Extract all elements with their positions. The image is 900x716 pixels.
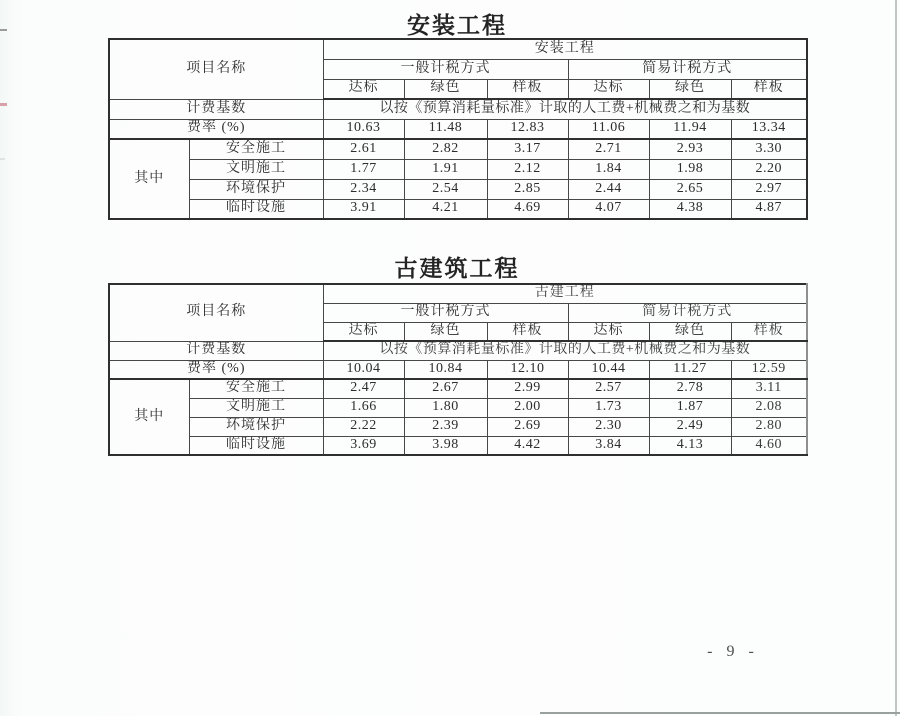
rate-value: 10.44 (568, 360, 649, 379)
detail-value: 1.80 (404, 398, 487, 417)
rate-value: 12.10 (487, 360, 568, 379)
detail-value: 3.17 (487, 139, 568, 159)
detail-value: 3.11 (731, 379, 807, 398)
detail-value: 2.67 (404, 379, 487, 398)
detail-value: 4.42 (487, 436, 568, 455)
detail-group-label: 其中 (109, 379, 189, 455)
scan-registration-mark (0, 103, 7, 106)
rate-value: 11.48 (404, 119, 487, 139)
detail-value: 2.78 (649, 379, 731, 398)
rate-value: 11.06 (568, 119, 649, 139)
detail-value: 4.69 (487, 199, 568, 219)
method-header-simple: 简易计税方式 (568, 59, 807, 79)
scan-edge-line-right (895, 0, 897, 716)
base-label: 计费基数 (109, 341, 323, 360)
detail-value: 2.57 (568, 379, 649, 398)
group-header: 古建工程 (323, 284, 807, 303)
detail-value: 2.34 (323, 179, 404, 199)
detail-row-label: 安全施工 (189, 379, 323, 398)
fee-table-ancient-building (108, 283, 808, 456)
table-title-installation: 安装工程 (407, 13, 507, 38)
detail-value: 1.77 (323, 159, 404, 179)
detail-value: 2.93 (649, 139, 731, 159)
detail-row-label: 临时设施 (189, 436, 323, 455)
detail-value: 1.91 (404, 159, 487, 179)
project-name-header: 项目名称 (109, 284, 323, 341)
detail-value: 2.30 (568, 417, 649, 436)
grade-header: 绿色 (649, 79, 731, 99)
detail-value: 2.39 (404, 417, 487, 436)
method-header-simple: 简易计税方式 (568, 303, 807, 322)
grade-header: 达标 (568, 322, 649, 341)
group-header: 安装工程 (323, 39, 807, 59)
detail-value: 2.08 (731, 398, 807, 417)
grade-header: 绿色 (649, 322, 731, 341)
detail-value: 2.65 (649, 179, 731, 199)
scan-registration-mark (0, 158, 5, 160)
detail-row-label: 临时设施 (189, 199, 323, 219)
detail-group-label: 其中 (109, 139, 189, 219)
rate-value: 10.63 (323, 119, 404, 139)
grade-header: 样板 (487, 79, 568, 99)
method-header-general: 一般计税方式 (323, 303, 568, 322)
detail-value: 1.73 (568, 398, 649, 417)
table-row (109, 284, 807, 303)
detail-value: 1.66 (323, 398, 404, 417)
grade-header: 达标 (323, 322, 404, 341)
detail-value: 2.22 (323, 417, 404, 436)
rate-value: 12.59 (731, 360, 807, 379)
table-row (109, 179, 807, 199)
rate-label: 费率 (%) (109, 119, 323, 139)
fee-table-installation (108, 38, 808, 220)
rate-label: 费率 (%) (109, 360, 323, 379)
rate-value: 10.84 (404, 360, 487, 379)
detail-value: 2.82 (404, 139, 487, 159)
table-row (109, 139, 807, 159)
detail-value: 2.49 (649, 417, 731, 436)
detail-value: 2.71 (568, 139, 649, 159)
detail-value: 3.69 (323, 436, 404, 455)
detail-value: 2.47 (323, 379, 404, 398)
table-row (109, 360, 807, 379)
grade-header: 达标 (323, 79, 404, 99)
table-row (109, 99, 807, 119)
base-label: 计费基数 (109, 99, 323, 119)
detail-value: 3.98 (404, 436, 487, 455)
base-text: 以按《预算消耗量标准》计取的人工费+机械费之和为基数 (323, 99, 807, 119)
detail-value: 2.69 (487, 417, 568, 436)
detail-value: 2.85 (487, 179, 568, 199)
rate-value: 13.34 (731, 119, 807, 139)
detail-value: 1.84 (568, 159, 649, 179)
grade-header: 达标 (568, 79, 649, 99)
table-row (109, 398, 807, 417)
detail-value: 2.99 (487, 379, 568, 398)
page-number: - 9 - (707, 643, 759, 660)
table-row (109, 39, 807, 59)
grade-header: 样板 (731, 322, 807, 341)
detail-value: 2.20 (731, 159, 807, 179)
detail-value: 2.00 (487, 398, 568, 417)
grade-header: 绿色 (404, 79, 487, 99)
table-title-ancient-building: 古建筑工程 (394, 256, 520, 281)
scan-edge-line-bottom (540, 712, 900, 714)
table-row (109, 341, 807, 360)
detail-value: 4.38 (649, 199, 731, 219)
grade-header: 样板 (731, 79, 807, 99)
detail-row-label: 文明施工 (189, 398, 323, 417)
rate-value: 10.04 (323, 360, 404, 379)
detail-value: 4.21 (404, 199, 487, 219)
detail-value: 2.61 (323, 139, 404, 159)
grade-header: 绿色 (404, 322, 487, 341)
detail-value: 3.84 (568, 436, 649, 455)
detail-row-label: 环境保护 (189, 417, 323, 436)
detail-row-label: 安全施工 (189, 139, 323, 159)
detail-row-label: 环境保护 (189, 179, 323, 199)
table-row (109, 199, 807, 219)
detail-value: 4.87 (731, 199, 807, 219)
detail-value: 2.44 (568, 179, 649, 199)
method-header-general: 一般计税方式 (323, 59, 568, 79)
detail-value: 4.60 (731, 436, 807, 455)
table-row (109, 379, 807, 398)
detail-value: 1.98 (649, 159, 731, 179)
detail-value: 4.13 (649, 436, 731, 455)
table-row (109, 159, 807, 179)
grade-header: 样板 (487, 322, 568, 341)
base-text: 以按《预算消耗量标准》计取的人工费+机械费之和为基数 (323, 341, 807, 360)
detail-value: 2.80 (731, 417, 807, 436)
table-row (109, 119, 807, 139)
rate-value: 11.27 (649, 360, 731, 379)
project-name-header: 项目名称 (109, 39, 323, 99)
table-row (109, 436, 807, 455)
detail-value: 3.30 (731, 139, 807, 159)
detail-value: 3.91 (323, 199, 404, 219)
detail-value: 2.54 (404, 179, 487, 199)
detail-value: 1.87 (649, 398, 731, 417)
rate-value: 11.94 (649, 119, 731, 139)
detail-value: 2.12 (487, 159, 568, 179)
scan-registration-mark (0, 29, 7, 31)
detail-value: 2.97 (731, 179, 807, 199)
rate-value: 12.83 (487, 119, 568, 139)
detail-row-label: 文明施工 (189, 159, 323, 179)
detail-value: 4.07 (568, 199, 649, 219)
table-row (109, 417, 807, 436)
